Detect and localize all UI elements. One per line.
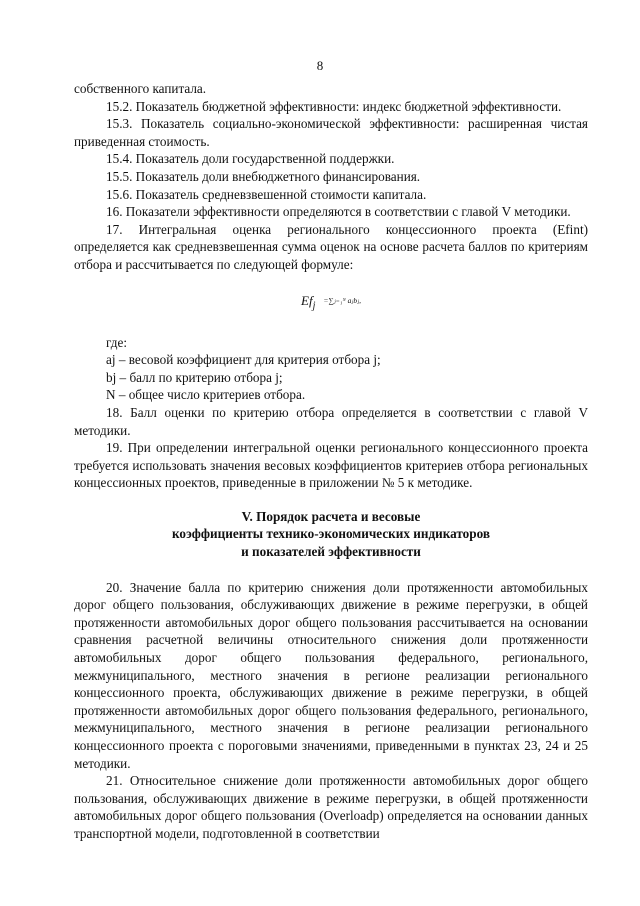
formula-rhs: =∑ⱼ₌₁ᴺ aⱼbⱼ,: [323, 295, 361, 305]
page-content: [74, 80, 588, 843]
variable-definition: bj – балл по критерию отбора j;: [106, 369, 283, 385]
paragraph: собственного капитала.: [74, 81, 207, 96]
variable-definition: aj – весовой коэффициент для критерия отбора j;: [106, 352, 381, 368]
paragraph: 15.6. Показатель средневзвешенной стоимости капитала.: [106, 186, 427, 202]
paragraph: 21. Относительное снижение доли протяженности автомобильных дорог общего пользования, обслуживающих движение в режиме перегрузки, в общей протяженности автомобильных дорог общего пользования (Overloadр) определяется на основании данных транспортной модели, подготовленной в соответствии: [74, 773, 588, 841]
paragraph: 15.2. Показатель бюджетной эффективности: индекс бюджетной эффективности.: [106, 98, 562, 114]
formula: [74, 292, 588, 312]
formula-lhs: Ef: [301, 292, 313, 308]
section-heading: [74, 508, 588, 561]
paragraph: 16. Показатели эффективности определяются в соответствии с главой V методики.: [106, 204, 571, 220]
paragraph: 20. Значение балла по критерию снижения доли протяженности автомобильных дорог общего пользования, обслуживающих движение в режиме перегрузки, в общей протяженности автомобильных дорог общего пользования рассчитывается на основании сравнения расчетной величины относительного снижения доли протяженности автомобильных дорог общего пользования федерального, регионального, межмуниципального, местного значения в регионе реализации регионального концессионного проекта, обслуживающих движение в режиме перегрузки, в общей протяженности автомобильных дорог общего пользования федерального, регионального, межмуниципального, местного значения в регионе реализации регионального концессионного проекта с пороговыми значениями, приведенными в пунктах 23, 24 и 25 методики.: [74, 579, 588, 771]
paragraph: 15.4. Показатель доли государственной поддержки.: [106, 151, 395, 167]
paragraph: 19. При определении интегральной оценки регионального концессионного проекта требуется использовать значения весовых коэффициентов критериев отбора региональных концессионных проектов, приведенные в приложении № 5 к методике.: [74, 440, 588, 491]
section-heading-line: и показателей эффективности: [241, 544, 421, 560]
paragraph: 18. Балл оценки по критерию отбора определяется в соответствии с главой V методики.: [74, 404, 588, 438]
paragraph: 17. Интегральная оценка регионального концессионного проекта (Efint) определяется как средневзвешенная сумма оценок на основе расчета баллов по критериям отбора и рассчитывается по следующей формуле:: [74, 221, 588, 272]
where-label: где:: [106, 334, 127, 350]
paragraph: 15.5. Показатель доли внебюджетного финансирования.: [106, 168, 421, 184]
variable-definition: N – общее число критериев отбора.: [106, 387, 306, 403]
paragraph: 15.3. Показатель социально-экономической эффективности: расширенная чистая приведенная стоимость.: [74, 116, 588, 149]
page-number: 8: [316, 58, 324, 73]
section-heading-line: V. Порядок расчета и весовые: [241, 508, 421, 524]
formula-lhs-sub: j: [312, 299, 316, 311]
section-heading-line: коэффициенты технико-экономических индикаторов: [172, 526, 490, 542]
